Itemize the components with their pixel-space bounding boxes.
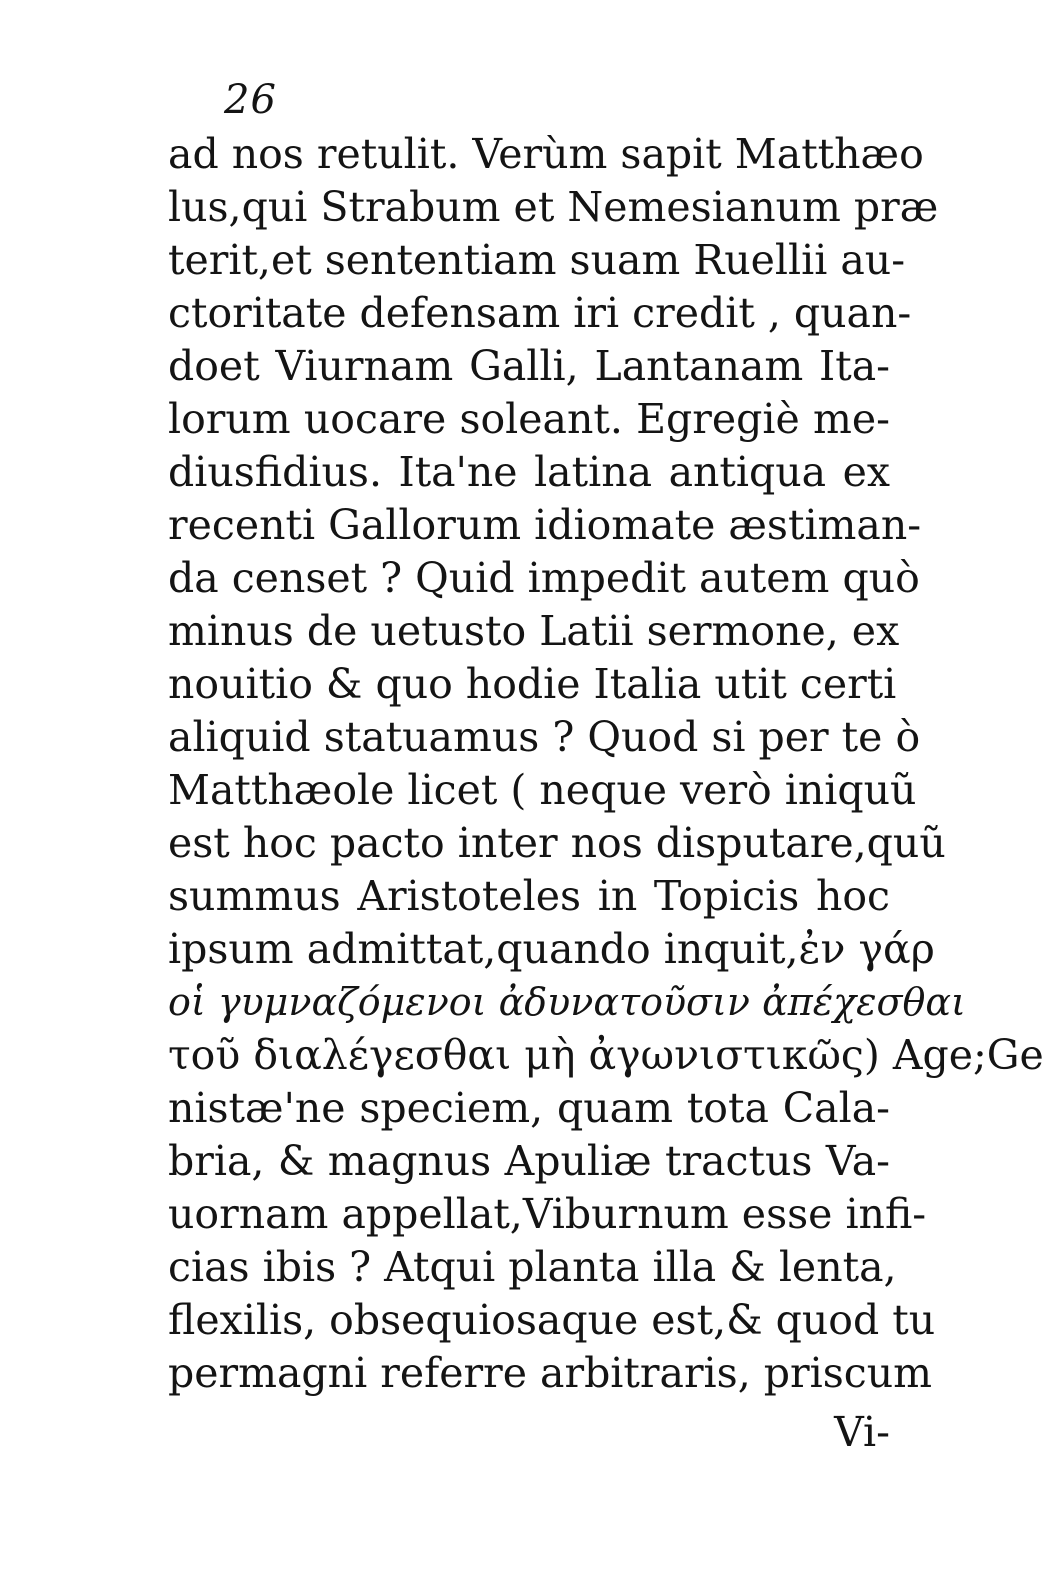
text-line: flexilis, obsequiosaque est,& quod tu	[168, 1296, 936, 1344]
text-line: permagni referre arbitraris, priscum	[168, 1349, 933, 1397]
text-line: recenti Gallorum idiomate æstiman-	[168, 501, 922, 549]
page-number: 26	[224, 77, 277, 123]
greek-text-line: οἱ γυμναζόμενοι ἀδυνατοῦσιν ἀπέχεσθαι	[168, 980, 966, 1024]
text-block	[168, 128, 1044, 1459]
text-line: ipsum admittat,quando inquit,ἐν γάρ	[168, 925, 935, 973]
text-line: est hoc pacto inter nos disputare,quũ	[168, 819, 946, 867]
catchword: Vi-	[834, 1408, 890, 1456]
text-line: ad nos retulit. Verùm sapit Matthæo	[168, 130, 924, 178]
text-line: lus,qui Strabum et Nemesianum præ	[168, 183, 939, 231]
text-line: minus de uetusto Latii sermone, ex	[168, 607, 900, 655]
text-line: da censet ? Quid impedit autem quò	[168, 554, 920, 602]
text-line: uornam appellat,Viburnum esse infi-	[168, 1190, 927, 1238]
text-line: lorum uocare soleant. Egregiè me-	[168, 395, 890, 443]
text-line: τοῦ διαλέγεσθαι μὴ ἀγωνιστικῶς) Age;Ge	[168, 1031, 1044, 1079]
text-line: diusfidius. Ita'ne latina antiqua ex	[168, 448, 890, 496]
text-line: Matthæole licet ( neque verò iniquũ	[168, 766, 917, 814]
text-line: summus Aristoteles in Topicis hoc	[168, 872, 890, 920]
text-line: aliquid statuamus ? Quod si per te ò	[168, 713, 921, 761]
text-line: cias ibis ? Atqui planta illa & lenta,	[168, 1243, 897, 1291]
text-line: nistæ'ne speciem, quam tota Cala-	[168, 1084, 890, 1132]
text-line: terit,et sententiam suam Ruellii au-	[168, 236, 906, 284]
text-line: nouitio & quo hodie Italia utit certi	[168, 660, 897, 708]
text-line: doet Viurnam Galli, Lantanam Ita-	[168, 342, 890, 390]
text-line: ctoritate defensam iri credit , quan-	[168, 289, 912, 337]
text-line: bria, & magnus Apuliæ tractus Va-	[168, 1137, 890, 1185]
